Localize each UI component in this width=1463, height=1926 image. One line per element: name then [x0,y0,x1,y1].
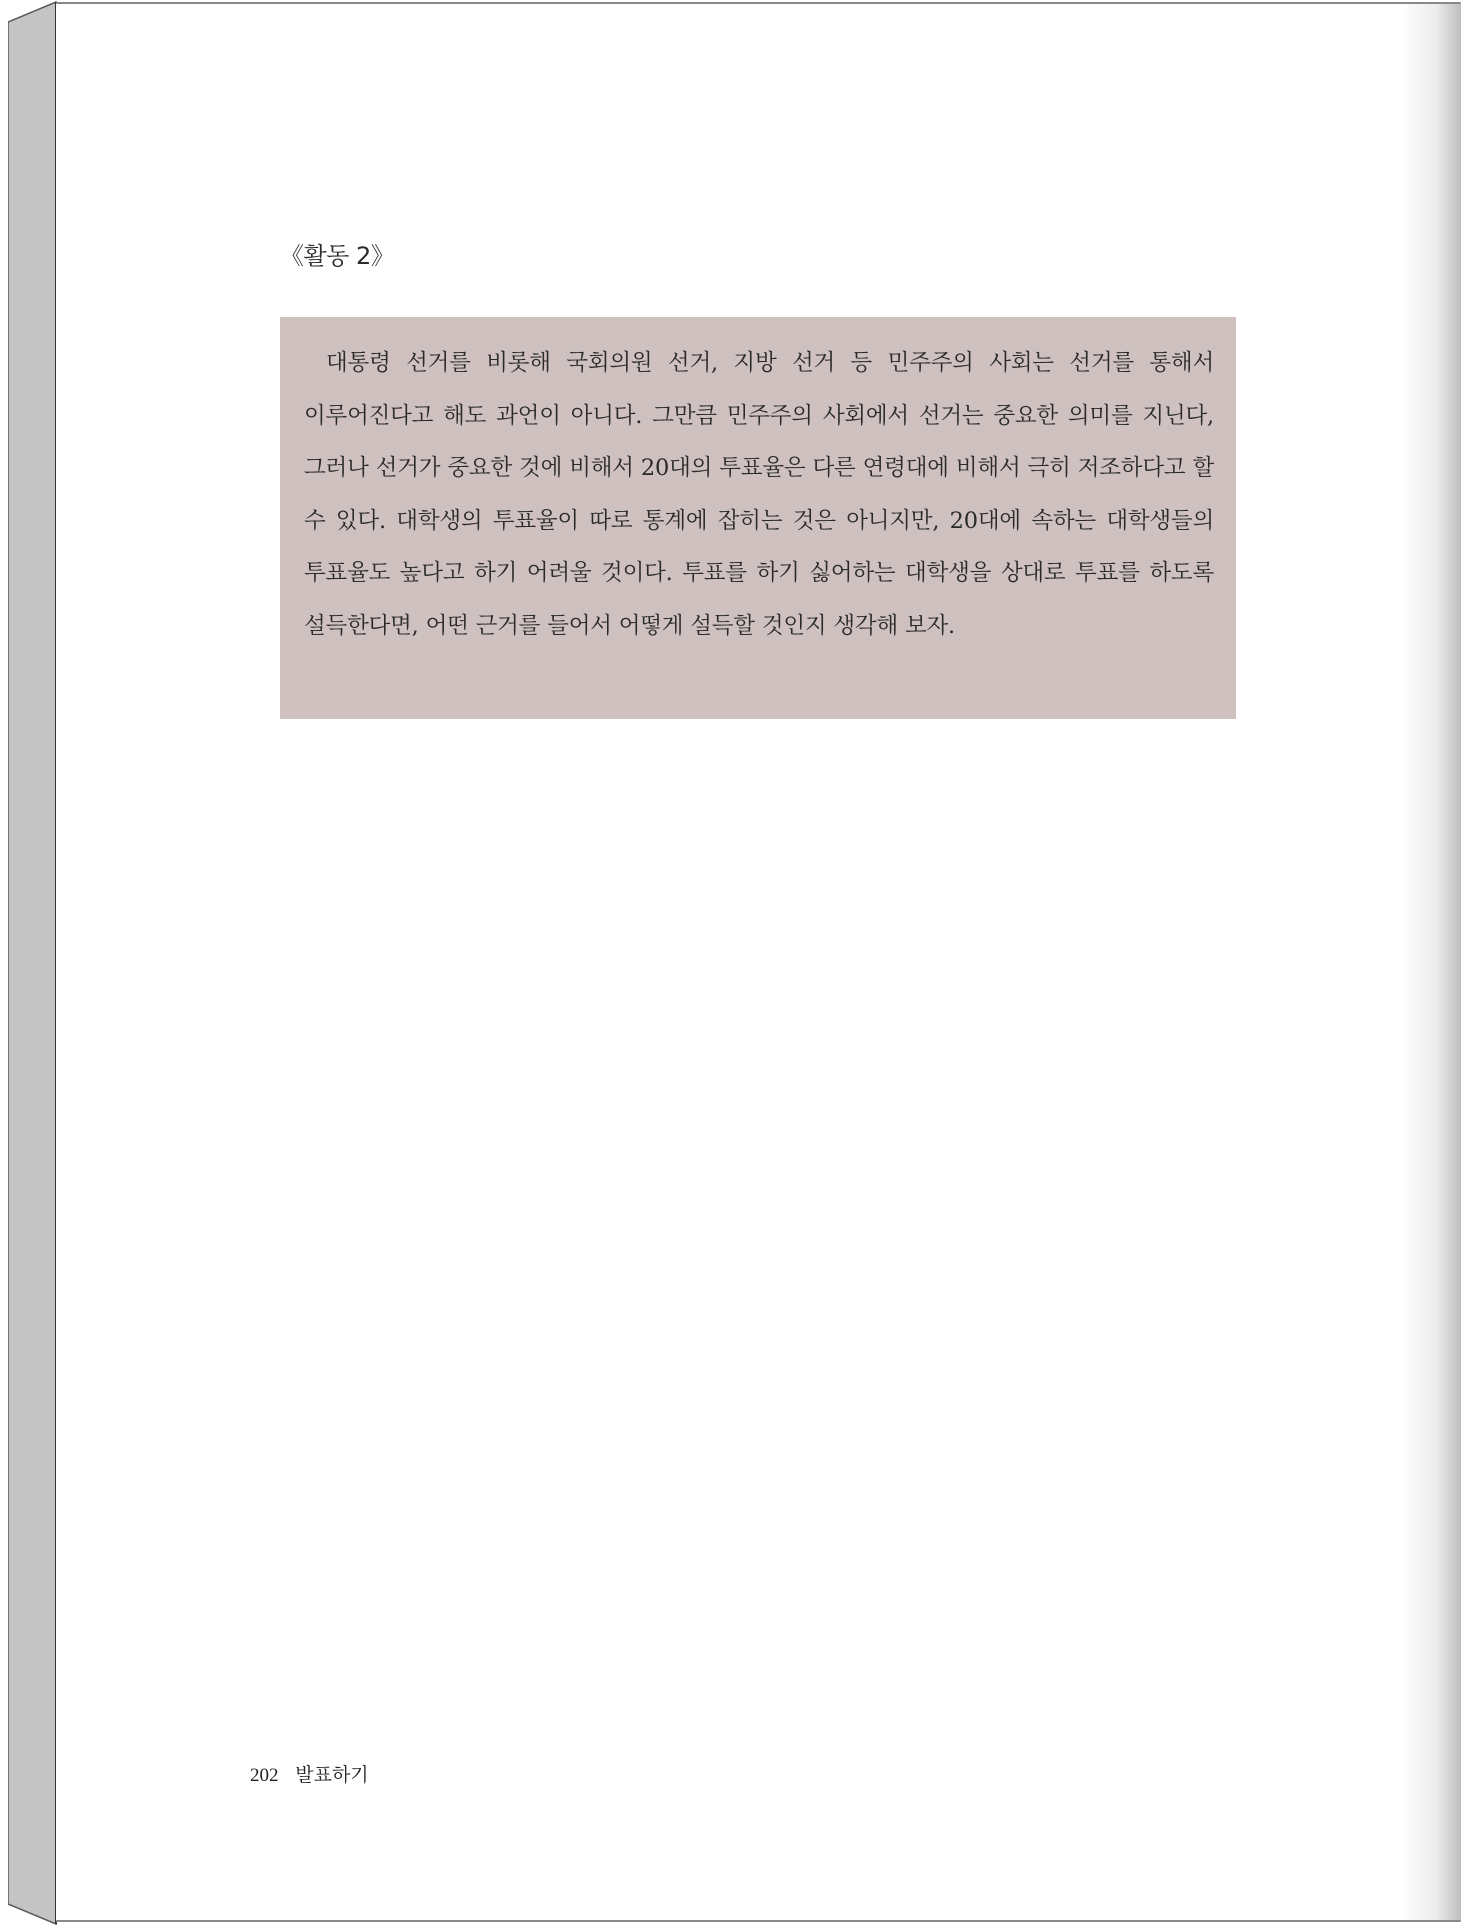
page-footer [250,1760,369,1787]
page-number: 202 [250,1765,279,1786]
book-spine [8,0,58,1926]
passage-box [280,317,1236,719]
activity-heading: 《활동 2》 [280,242,395,270]
section-name: 발표하기 [295,1764,369,1786]
book-page [56,2,1461,1922]
passage-text: 대통령 선거를 비롯해 국회의원 선거, 지방 선거 등 민주주의 사회는 선거를 통해서 이루어진다고 해도 과언이 아니다. 그만큼 민주주의 사회에서 선거는 중요한 의미를 지닌다, 그러나 선거가 중요한 것에 비해서 20대의 투표율은 다른 연령대에 비해서 극히 저조하다고 할 수 있다. 대학생의 투표율이 따로 통계에 잡히는 것은 아니지만, 20대에 속하는 대학생들의 투표율도 높다고 하기 어려울 것이다. 투표를 하기 싫어하는 대학생을 상대로 투표를 하도록 설득한다면, 어떤 근거를 들어서 어떻게 설득할 것인지 생각해 보자. [304,350,1214,639]
